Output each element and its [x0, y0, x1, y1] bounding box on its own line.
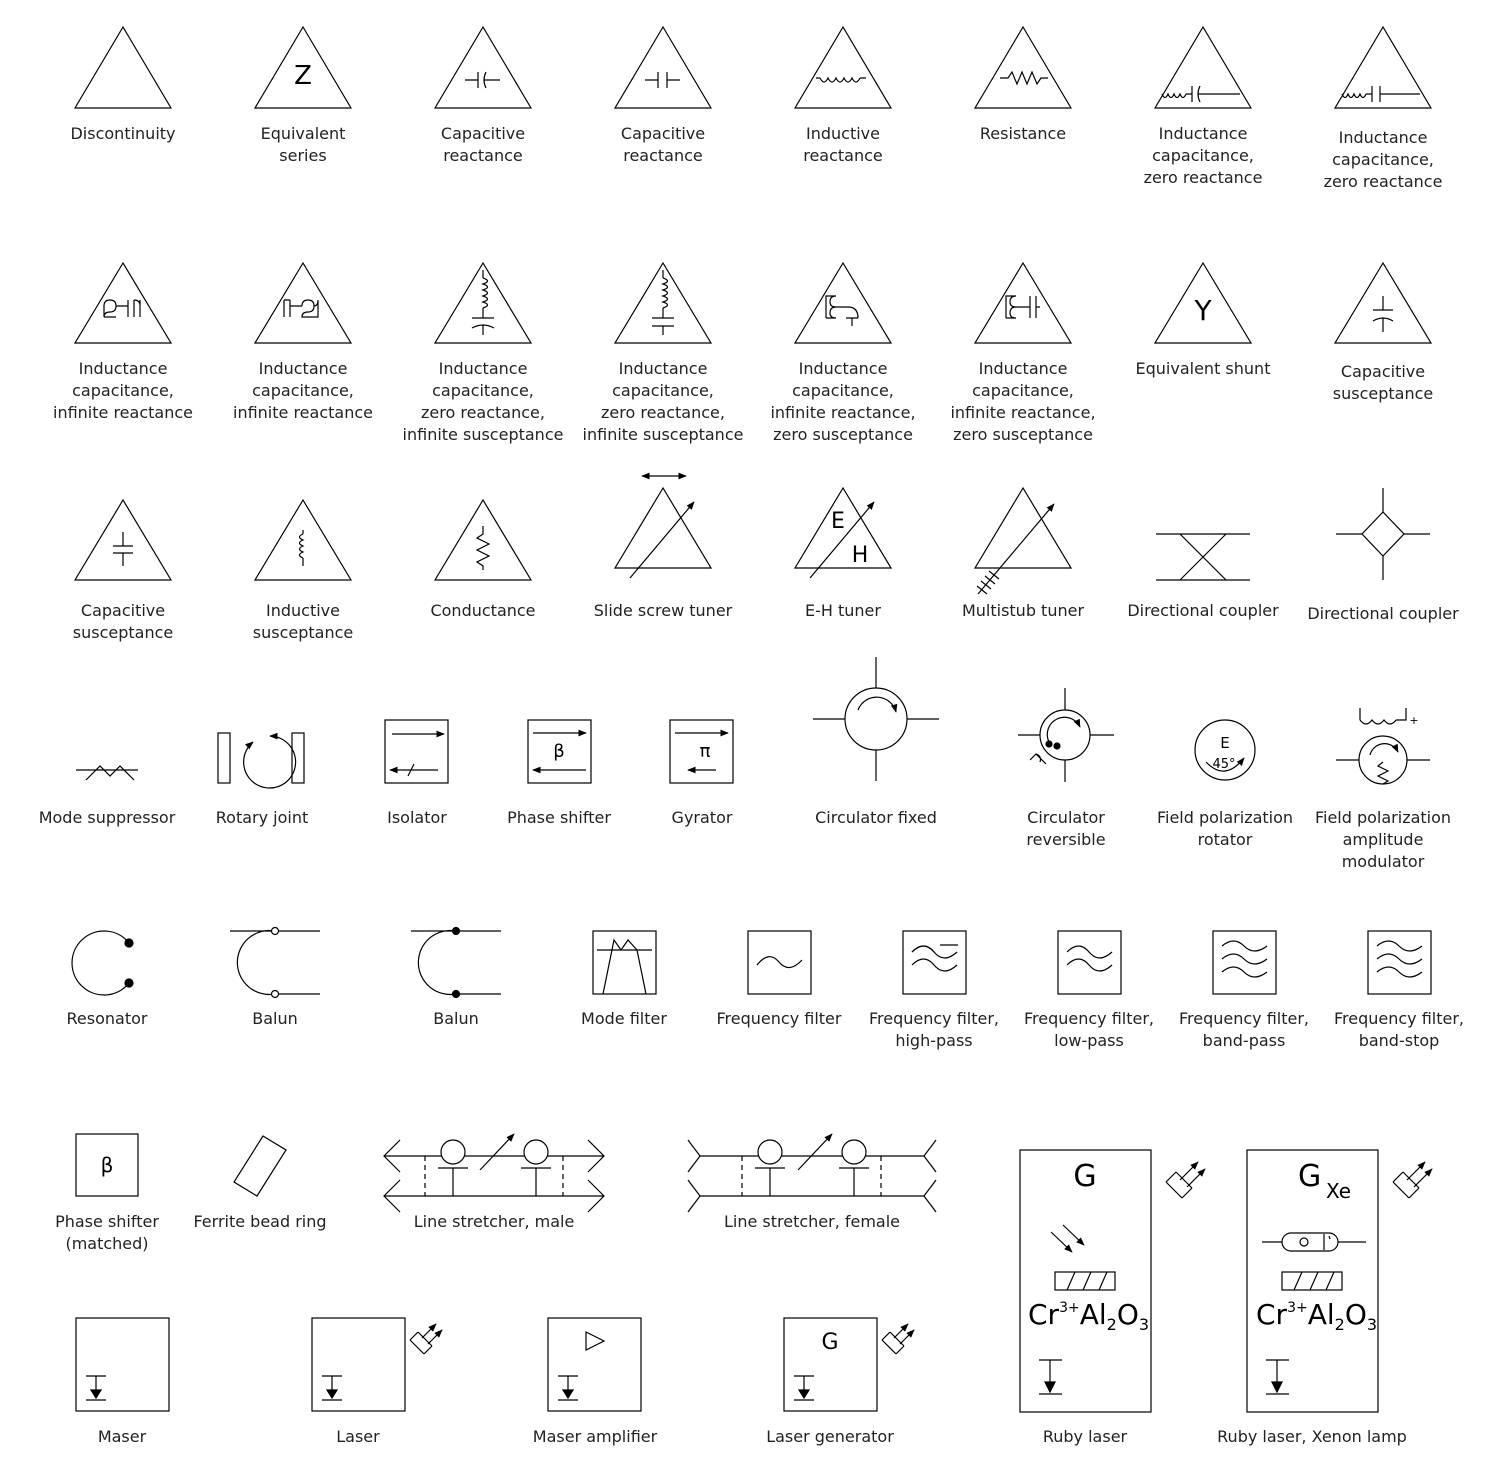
directional-coupler-symbol-2: [1336, 488, 1430, 580]
lc-zero-reactance-symbol-1: [1155, 27, 1251, 108]
label-capacitive-reactance-2: Capacitive reactance: [620, 124, 706, 165]
label-lc-infinite-reactance-2: Inductance capacitance, infinite reactance: [233, 359, 373, 422]
label-inductive-susceptance: Inductive susceptance: [252, 601, 354, 642]
capacitive-susceptance-symbol-2: [75, 500, 171, 580]
frequency-filter-high-pass-symbol: [903, 931, 966, 994]
label-ruby-laser: Ruby laser: [1042, 1427, 1128, 1446]
svg-text:Y: Y: [1194, 294, 1212, 327]
label-laser: Laser: [336, 1427, 380, 1446]
gyrator-symbol: [670, 720, 733, 783]
maser-symbol: [76, 1318, 169, 1411]
label-frequency-filter-band-pass: Frequency filter, band-pass: [1178, 1009, 1310, 1050]
label-circulator-reversible: Circulator reversible: [1026, 808, 1106, 849]
label-lc-inf-r-zero-s-2: Inductance capacitance, infinite reactance, zero susceptance: [950, 359, 1096, 444]
label-multistub-tuner: Multistub tuner: [961, 601, 1085, 620]
frequency-filter-low-pass-symbol: [1058, 931, 1121, 994]
multistub-tuner-symbol: [975, 488, 1071, 594]
svg-text:G: G: [1298, 1159, 1322, 1194]
mode-suppressor-symbol: [76, 766, 138, 780]
label-lc-zero-r-inf-s-2: Inductance capacitance, zero reactance, infinite susceptance: [582, 359, 744, 444]
label-maser-amplifier: Maser amplifier: [532, 1427, 658, 1446]
line-stretcher-female-symbol: [688, 1134, 936, 1212]
eh-tuner-symbol: [795, 488, 891, 578]
frequency-filter-symbol: [748, 931, 811, 994]
rotary-joint-symbol: [218, 733, 304, 788]
frequency-filter-band-stop-symbol: [1368, 931, 1431, 994]
svg-text:45°: 45°: [1212, 757, 1236, 772]
balun-symbol-2: [411, 928, 501, 998]
directional-coupler-symbol-1: [1156, 534, 1250, 580]
svg-text:Z: Z: [294, 61, 312, 91]
label-frequency-filter: Frequency filter: [716, 1009, 842, 1028]
conductance-symbol: [435, 500, 531, 580]
inductive-susceptance-symbol: [255, 500, 351, 580]
label-lc-zero-r-inf-s-1: Inductance capacitance, zero reactance, infinite susceptance: [402, 359, 564, 444]
svg-text:Xe: Xe: [1326, 1179, 1352, 1203]
svg-text:G: G: [821, 1330, 839, 1355]
label-capacitive-reactance-1: Capacitive reactance: [440, 124, 526, 165]
ruby-laser-emission-icon: [1166, 1162, 1205, 1198]
label-rotary-joint: Rotary joint: [215, 808, 309, 827]
label-resonator: Resonator: [66, 1009, 148, 1028]
label-slide-screw-tuner: Slide screw tuner: [593, 601, 733, 620]
ruby-laser-formula: $Cr^{3+}Al_2O_3$: [1028, 1298, 1150, 1334]
label-field-polarization-amplitude-modulator: Field polarization amplitude modulator: [1314, 808, 1452, 871]
laser-generator-symbol: [784, 1318, 914, 1411]
label-ferrite-bead-ring: Ferrite bead ring: [193, 1212, 327, 1231]
label-line-stretcher-female: Line stretcher, female: [723, 1212, 901, 1231]
svg-text:E: E: [831, 509, 845, 534]
lc-infinite-reactance-zero-susceptance-symbol-2: [975, 263, 1071, 343]
label-frequency-filter-high-pass: Frequency filter, high-pass: [868, 1009, 1000, 1050]
label-line-stretcher-male: Line stretcher, male: [413, 1212, 575, 1231]
capacitive-reactance-symbol-1: [435, 27, 531, 108]
svg-text:H: H: [851, 543, 869, 568]
label-mode-filter: Mode filter: [581, 1009, 667, 1028]
label-resistance: Resistance: [979, 124, 1067, 143]
mode-filter-symbol: [593, 931, 656, 994]
label-directional-coupler-2: Directional coupler: [1307, 604, 1459, 623]
label-gyrator: Gyrator: [671, 808, 733, 827]
svg-text:G: G: [1073, 1159, 1097, 1194]
phase-shifter-matched-symbol: [76, 1134, 138, 1196]
svg-text:π: π: [699, 741, 711, 762]
lc-zero-reactance-inf-susceptance-symbol-1: [435, 263, 531, 343]
ruby-laser-xenon-formula: $Cr^{3+}Al_2O_3$: [1256, 1298, 1378, 1334]
svg-text:E: E: [1220, 734, 1230, 752]
circulator-reversible-symbol: [1018, 688, 1114, 782]
equivalent-shunt-symbol: [1155, 263, 1251, 343]
ruby-laser-xenon-emission-icon: [1393, 1162, 1432, 1198]
label-field-polarization-rotator: Field polarization rotator: [1156, 808, 1294, 849]
label-frequency-filter-band-stop: Frequency filter, band-stop: [1333, 1009, 1465, 1050]
inductive-reactance-symbol: [795, 27, 891, 108]
svg-text:β: β: [100, 1153, 114, 1177]
label-phase-shifter-matched: Phase shifter (matched): [55, 1212, 159, 1253]
laser-symbol: [312, 1318, 442, 1411]
line-stretcher-male-symbol: [384, 1134, 604, 1212]
equivalent-series-symbol: [255, 27, 351, 108]
label-circulator-fixed: Circulator fixed: [815, 808, 937, 827]
label-lc-infinite-reactance-1: Inductance capacitance, infinite reactance: [53, 359, 193, 422]
frequency-filter-band-pass-symbol: [1213, 931, 1276, 994]
circulator-fixed-symbol: [813, 657, 939, 781]
label-inductive-reactance: Inductive reactance: [803, 124, 883, 165]
label-mode-suppressor: Mode suppressor: [38, 808, 176, 827]
label-isolator: Isolator: [387, 808, 447, 827]
field-polarization-amplitude-modulator-symbol: [1336, 708, 1430, 784]
label-conductance: Conductance: [430, 601, 536, 620]
field-polarization-rotator-symbol: [1195, 720, 1255, 780]
label-lc-inf-r-zero-s-1: Inductance capacitance, infinite reactance, zero susceptance: [770, 359, 916, 444]
svg-text:+: +: [1409, 714, 1419, 727]
label-capacitive-susceptance-1: Capacitive susceptance: [1332, 362, 1434, 403]
lc-zero-reactance-inf-susceptance-symbol-2: [615, 263, 711, 343]
label-lc-zero-reactance-1: Inductance capacitance, zero reactance: [1143, 124, 1263, 187]
discontinuity-symbol: [75, 27, 171, 108]
maser-amplifier-symbol: [548, 1318, 641, 1411]
label-ruby-laser-xenon-lamp: Ruby laser, Xenon lamp: [1217, 1427, 1407, 1446]
lc-infinite-reactance-symbol-1: [75, 263, 171, 343]
label-lc-zero-reactance-2: Inductance capacitance, zero reactance: [1323, 128, 1443, 191]
ruby-laser-xenon-lamp-symbol: [1247, 1150, 1378, 1412]
slide-screw-tuner-symbol: [615, 476, 711, 578]
capacitive-susceptance-symbol-1: [1335, 263, 1431, 343]
isolator-symbol: [385, 720, 448, 783]
label-phase-shifter: Phase shifter: [507, 808, 611, 827]
phase-shifter-symbol: [528, 720, 591, 783]
label-balun-1: Balun: [252, 1009, 298, 1028]
label-equivalent-series: Equivalent series: [260, 124, 346, 165]
svg-text:β: β: [553, 741, 565, 762]
label-equivalent-shunt: Equivalent shunt: [1135, 359, 1271, 378]
label-directional-coupler-1: Directional coupler: [1127, 601, 1279, 620]
ruby-laser-symbol: [1020, 1150, 1151, 1412]
lc-infinite-reactance-symbol-2: [255, 263, 351, 343]
label-laser-generator: Laser generator: [766, 1427, 894, 1446]
capacitive-reactance-symbol-2: [615, 27, 711, 108]
label-maser: Maser: [97, 1427, 147, 1446]
label-discontinuity: Discontinuity: [70, 124, 176, 143]
label-frequency-filter-low-pass: Frequency filter, low-pass: [1023, 1009, 1155, 1050]
label-balun-2: Balun: [433, 1009, 479, 1028]
resistance-symbol: [975, 27, 1071, 108]
label-eh-tuner: E-H tuner: [805, 601, 881, 620]
label-capacitive-susceptance-2: Capacitive susceptance: [72, 601, 174, 642]
balun-symbol-1: [230, 928, 320, 998]
lc-infinite-reactance-zero-susceptance-symbol-1: [795, 263, 891, 343]
ferrite-bead-ring-symbol: [234, 1136, 286, 1196]
resonator-symbol: [72, 931, 133, 995]
lc-zero-reactance-symbol-2: [1335, 27, 1431, 108]
